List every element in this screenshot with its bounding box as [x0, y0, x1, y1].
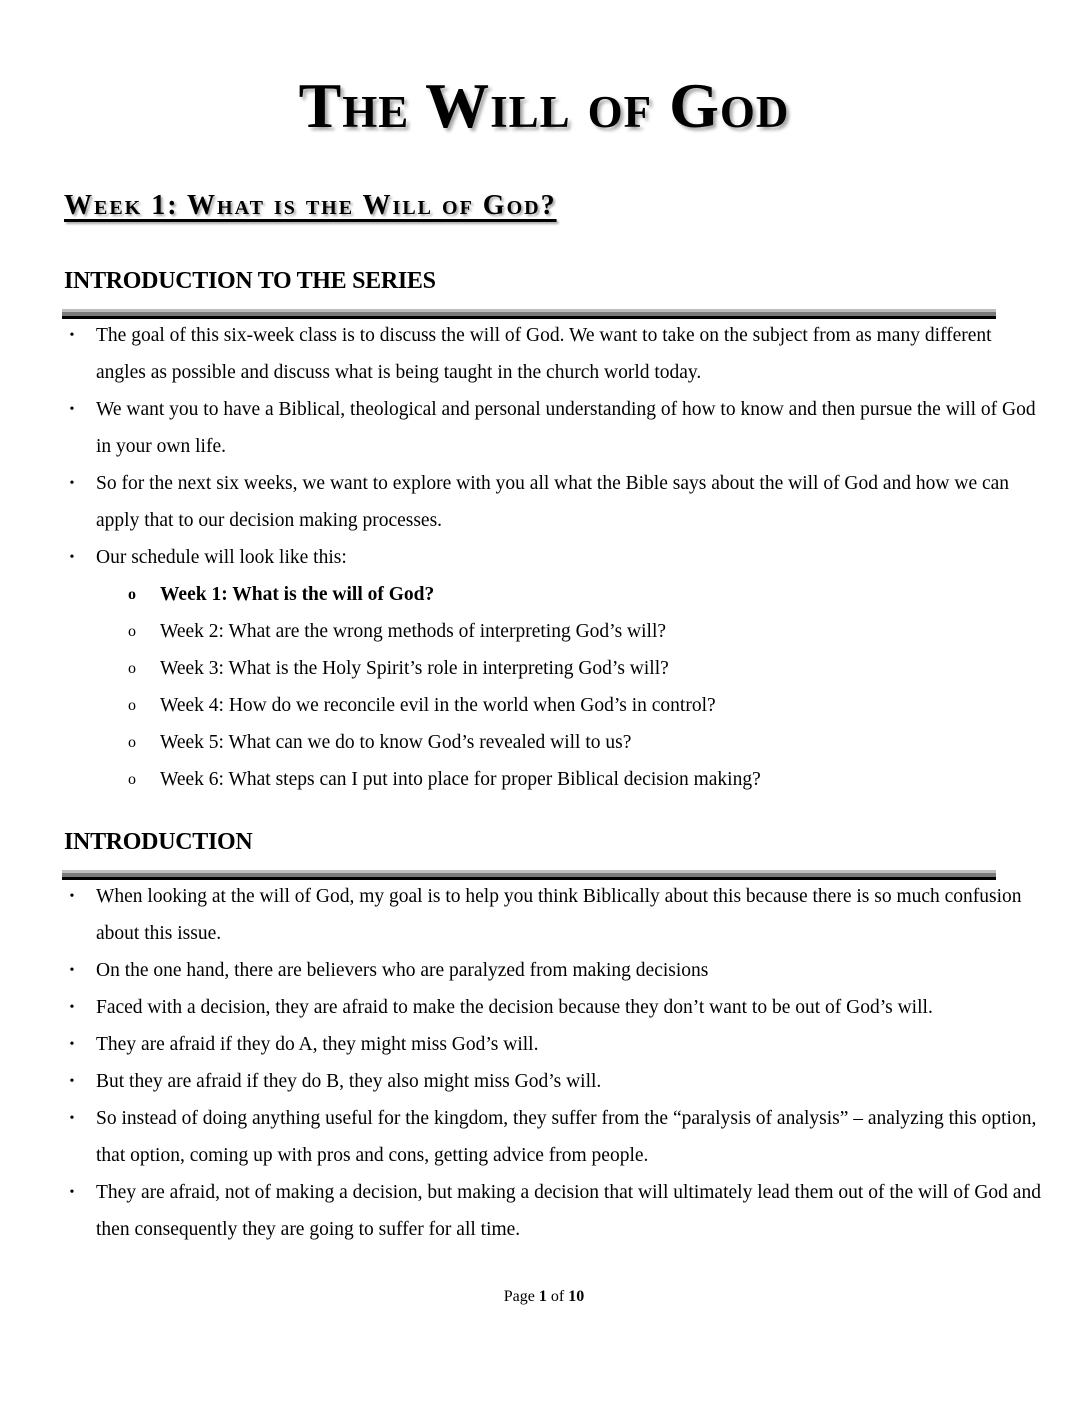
circle-bullet-icon: o	[128, 697, 136, 714]
schedule-item: o Week 4: How do we reconcile evil in the world when God’s in control?	[64, 687, 1044, 724]
series-bullet-list	[64, 317, 1044, 798]
circle-bullet-icon: o	[128, 660, 136, 677]
list-item: • We want you to have a Biblical, theological and personal understanding of how to know and then pursue the will of God in your own life.	[64, 391, 1044, 465]
list-item: • Faced with a decision, they are afraid to make the decision because they don’t want to be out of God’s will.	[64, 989, 1044, 1026]
week-heading: Week 1: What is the Will of God?	[64, 190, 557, 221]
bullet-icon: •	[69, 889, 75, 904]
list-item: • On the one hand, there are believers who are paralyzed from making decisions	[64, 952, 1044, 989]
bullet-icon: •	[69, 550, 75, 565]
list-item: • When looking at the will of God, my goal is to help you think Biblically about this because there is so much confusion about this issue.	[64, 878, 1044, 952]
circle-bullet-icon: o	[128, 586, 136, 603]
bullet-icon: •	[69, 328, 75, 343]
bullet-icon: •	[69, 1074, 75, 1089]
circle-bullet-icon: o	[128, 623, 136, 640]
bullet-icon: •	[69, 1000, 75, 1015]
bullet-icon: •	[69, 963, 75, 978]
circle-bullet-icon: o	[128, 771, 136, 788]
list-item: • So instead of doing anything useful for the kingdom, they suffer from the “paralysis of analysis” – analyzing this option, that option, coming up with pros and cons, getting advice from people.	[64, 1100, 1044, 1174]
list-item: • So for the next six weeks, we want to explore with you all what the Bible says about the will of God and how we can apply that to our decision making processes.	[64, 465, 1044, 539]
bullet-icon: •	[69, 1111, 75, 1126]
document-title: The Will of God	[298, 70, 790, 141]
list-item: • They are afraid if they do A, they might miss God’s will.	[64, 1026, 1044, 1063]
section-heading-series: INTRODUCTION TO THE SERIES	[64, 268, 436, 294]
schedule-list	[96, 576, 1044, 798]
list-item: • The goal of this six-week class is to discuss the will of God. We want to take on the subject from as many different angles as possible and discuss what is being taught in the church world today.	[64, 317, 1044, 391]
schedule-item: o Week 5: What can we do to know God’s revealed will to us?	[64, 724, 1044, 761]
page-number-footer: Page 1 of 10	[503, 1288, 585, 1305]
list-item: • But they are afraid if they do B, they also might miss God’s will.	[64, 1063, 1044, 1100]
list-item: • Our schedule will look like this: o Week 1: What is the will of God? o Week 2: What are the wrong methods of interpreting God’s will? o Week 3: What is the Holy Spirit’s role in interpreting God’s will? o Week 4: How do we reconcile evil in the world when God’s in control? o Week 5: What can we do to know God’s revealed will to us? o Week 6: What steps can I put into place for proper Biblical decision making?	[64, 539, 1044, 798]
schedule-item: o Week 2: What are the wrong methods of interpreting God’s will?	[64, 613, 1044, 650]
schedule-item: o Week 6: What steps can I put into place for proper Biblical decision making?	[64, 761, 1044, 798]
bullet-icon: •	[69, 402, 75, 417]
bullet-icon: •	[69, 476, 75, 491]
list-item: • They are afraid, not of making a decision, but making a decision that will ultimately lead them out of the will of God and then consequently they are going to suffer for all time.	[64, 1174, 1044, 1248]
section-heading-introduction: INTRODUCTION	[64, 829, 253, 855]
total-pages: 10	[568, 1288, 585, 1305]
schedule-item: o Week 3: What is the Holy Spirit’s role in interpreting God’s will?	[64, 650, 1044, 687]
introduction-bullet-list	[64, 878, 1044, 1248]
bullet-icon: •	[69, 1037, 75, 1052]
bullet-icon: •	[69, 1185, 75, 1200]
circle-bullet-icon: o	[128, 734, 136, 751]
current-page: 1	[538, 1288, 547, 1305]
schedule-item: o Week 1: What is the will of God?	[64, 576, 1044, 613]
